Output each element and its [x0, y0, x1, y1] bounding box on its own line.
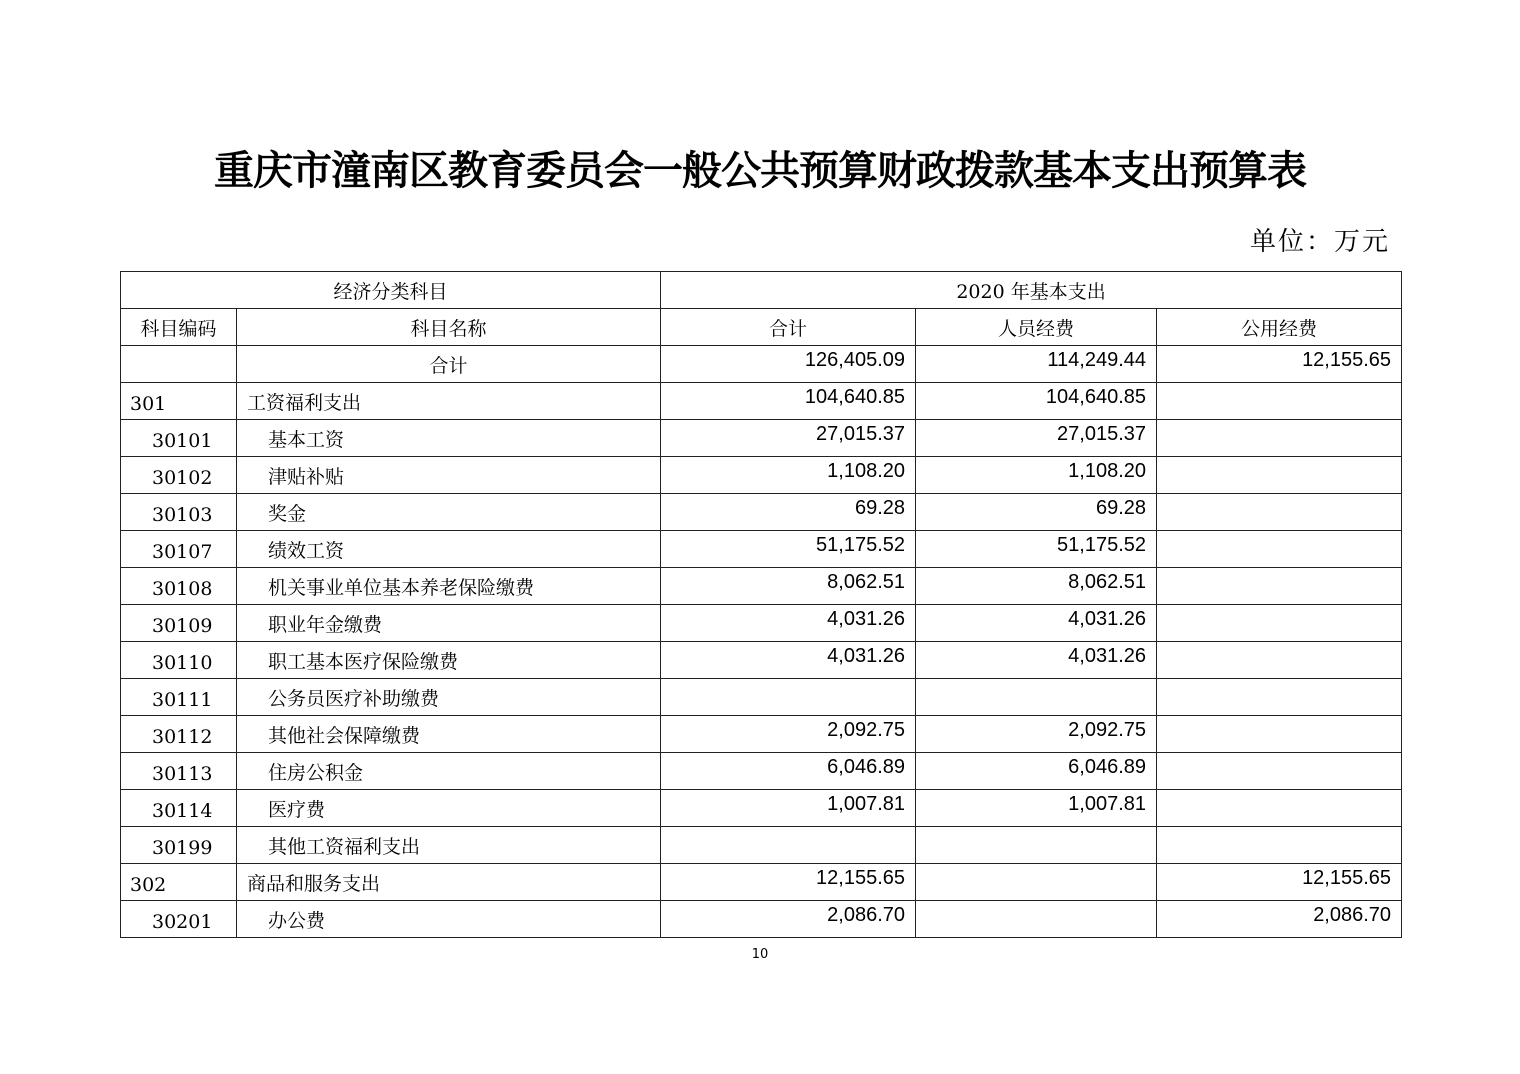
table-group-header-row: [121, 272, 1402, 309]
subject-code-cell: 301: [121, 383, 237, 420]
public-cell: [1157, 494, 1402, 531]
subject-name-cell: 合计: [237, 346, 661, 383]
personnel-cell: 4,031.26: [916, 642, 1157, 679]
personnel-cell: 104,640.85: [916, 383, 1157, 420]
table-row: [121, 642, 1402, 679]
personnel-cell: 4,031.26: [916, 605, 1157, 642]
subject-name-cell: 医疗费: [237, 790, 661, 827]
subject-name-cell: 住房公积金: [237, 753, 661, 790]
subject-name-cell: 基本工资: [237, 420, 661, 457]
public-cell: [1157, 642, 1402, 679]
unit-label: 单位：万元: [1249, 227, 1390, 257]
page-number: 10: [751, 947, 769, 962]
table-row: [121, 864, 1402, 901]
total-cell: 104,640.85: [661, 383, 916, 420]
public-cell: [1157, 383, 1402, 420]
subject-name-cell: 公务员医疗补助缴费: [237, 679, 661, 716]
table-row-total: [121, 346, 1402, 383]
table-row: [121, 679, 1402, 716]
page-title: 重庆市潼南区教育委员会一般公共预算财政拨款基本支出预算表: [214, 147, 1306, 194]
personnel-cell: 2,092.75: [916, 716, 1157, 753]
header-subject-code: 科目编码: [121, 309, 237, 346]
subject-name-cell: 办公费: [237, 901, 661, 938]
subject-code-cell: 30112: [121, 716, 237, 753]
table-row: [121, 716, 1402, 753]
total-cell: 12,155.65: [661, 864, 916, 901]
public-cell: [1157, 753, 1402, 790]
total-cell: 4,031.26: [661, 605, 916, 642]
total-cell: 1,108.20: [661, 457, 916, 494]
subject-code-cell: 30102: [121, 457, 237, 494]
header-total: 合计: [661, 309, 916, 346]
public-cell: 12,155.65: [1157, 864, 1402, 901]
subject-code-cell: 30107: [121, 531, 237, 568]
table-row: [121, 457, 1402, 494]
budget-table: [120, 271, 1402, 938]
subject-name-cell: 津贴补贴: [237, 457, 661, 494]
table-row: [121, 753, 1402, 790]
subject-name-cell: 职业年金缴费: [237, 605, 661, 642]
personnel-cell: [916, 901, 1157, 938]
total-cell: 6,046.89: [661, 753, 916, 790]
table-row: [121, 790, 1402, 827]
total-cell: 2,092.75: [661, 716, 916, 753]
personnel-cell: 114,249.44: [916, 346, 1157, 383]
table-row: [121, 827, 1402, 864]
subject-code-cell: 30108: [121, 568, 237, 605]
subject-code-cell: [121, 346, 237, 383]
subject-name-cell: 职工基本医疗保险缴费: [237, 642, 661, 679]
total-cell: 1,007.81: [661, 790, 916, 827]
subject-code-cell: 30101: [121, 420, 237, 457]
table-row: [121, 901, 1402, 938]
table-row: [121, 494, 1402, 531]
personnel-cell: 27,015.37: [916, 420, 1157, 457]
table-row: [121, 383, 1402, 420]
subject-name-cell: 其他工资福利支出: [237, 827, 661, 864]
subject-code-cell: 30201: [121, 901, 237, 938]
public-cell: [1157, 531, 1402, 568]
personnel-cell: 69.28: [916, 494, 1157, 531]
header-public-expenses: 公用经费: [1157, 309, 1402, 346]
header-personnel-expenses: 人员经费: [916, 309, 1157, 346]
table-row: [121, 605, 1402, 642]
personnel-cell: 6,046.89: [916, 753, 1157, 790]
subject-code-cell: 30114: [121, 790, 237, 827]
public-cell: [1157, 568, 1402, 605]
total-cell: 51,175.52: [661, 531, 916, 568]
total-cell: 8,062.51: [661, 568, 916, 605]
subject-name-cell: 绩效工资: [237, 531, 661, 568]
table-row: [121, 420, 1402, 457]
public-cell: 2,086.70: [1157, 901, 1402, 938]
table-row: [121, 568, 1402, 605]
subject-code-cell: 302: [121, 864, 237, 901]
public-cell: [1157, 457, 1402, 494]
personnel-cell: 8,062.51: [916, 568, 1157, 605]
personnel-cell: 51,175.52: [916, 531, 1157, 568]
public-cell: 12,155.65: [1157, 346, 1402, 383]
personnel-cell: [916, 864, 1157, 901]
public-cell: [1157, 605, 1402, 642]
subject-code-cell: 30111: [121, 679, 237, 716]
total-cell: 126,405.09: [661, 346, 916, 383]
header-basic-expenditure: 2020 年基本支出: [661, 272, 1402, 309]
public-cell: [1157, 679, 1402, 716]
subject-code-cell: 30109: [121, 605, 237, 642]
public-cell: [1157, 716, 1402, 753]
subject-code-cell: 30110: [121, 642, 237, 679]
table-row: [121, 531, 1402, 568]
subject-name-cell: 其他社会保障缴费: [237, 716, 661, 753]
public-cell: [1157, 827, 1402, 864]
total-cell: [661, 827, 916, 864]
total-cell: 2,086.70: [661, 901, 916, 938]
header-economic-classification: 经济分类科目: [121, 272, 661, 309]
table-column-header-row: [121, 309, 1402, 346]
total-cell: 69.28: [661, 494, 916, 531]
total-cell: 27,015.37: [661, 420, 916, 457]
subject-code-cell: 30113: [121, 753, 237, 790]
personnel-cell: 1,007.81: [916, 790, 1157, 827]
total-cell: [661, 679, 916, 716]
header-subject-name: 科目名称: [237, 309, 661, 346]
subject-code-cell: 30103: [121, 494, 237, 531]
subject-name-cell: 商品和服务支出: [237, 864, 661, 901]
personnel-cell: [916, 679, 1157, 716]
subject-name-cell: 奖金: [237, 494, 661, 531]
subject-name-cell: 工资福利支出: [237, 383, 661, 420]
subject-code-cell: 30199: [121, 827, 237, 864]
public-cell: [1157, 420, 1402, 457]
personnel-cell: 1,108.20: [916, 457, 1157, 494]
personnel-cell: [916, 827, 1157, 864]
public-cell: [1157, 790, 1402, 827]
subject-name-cell: 机关事业单位基本养老保险缴费: [237, 568, 661, 605]
total-cell: 4,031.26: [661, 642, 916, 679]
